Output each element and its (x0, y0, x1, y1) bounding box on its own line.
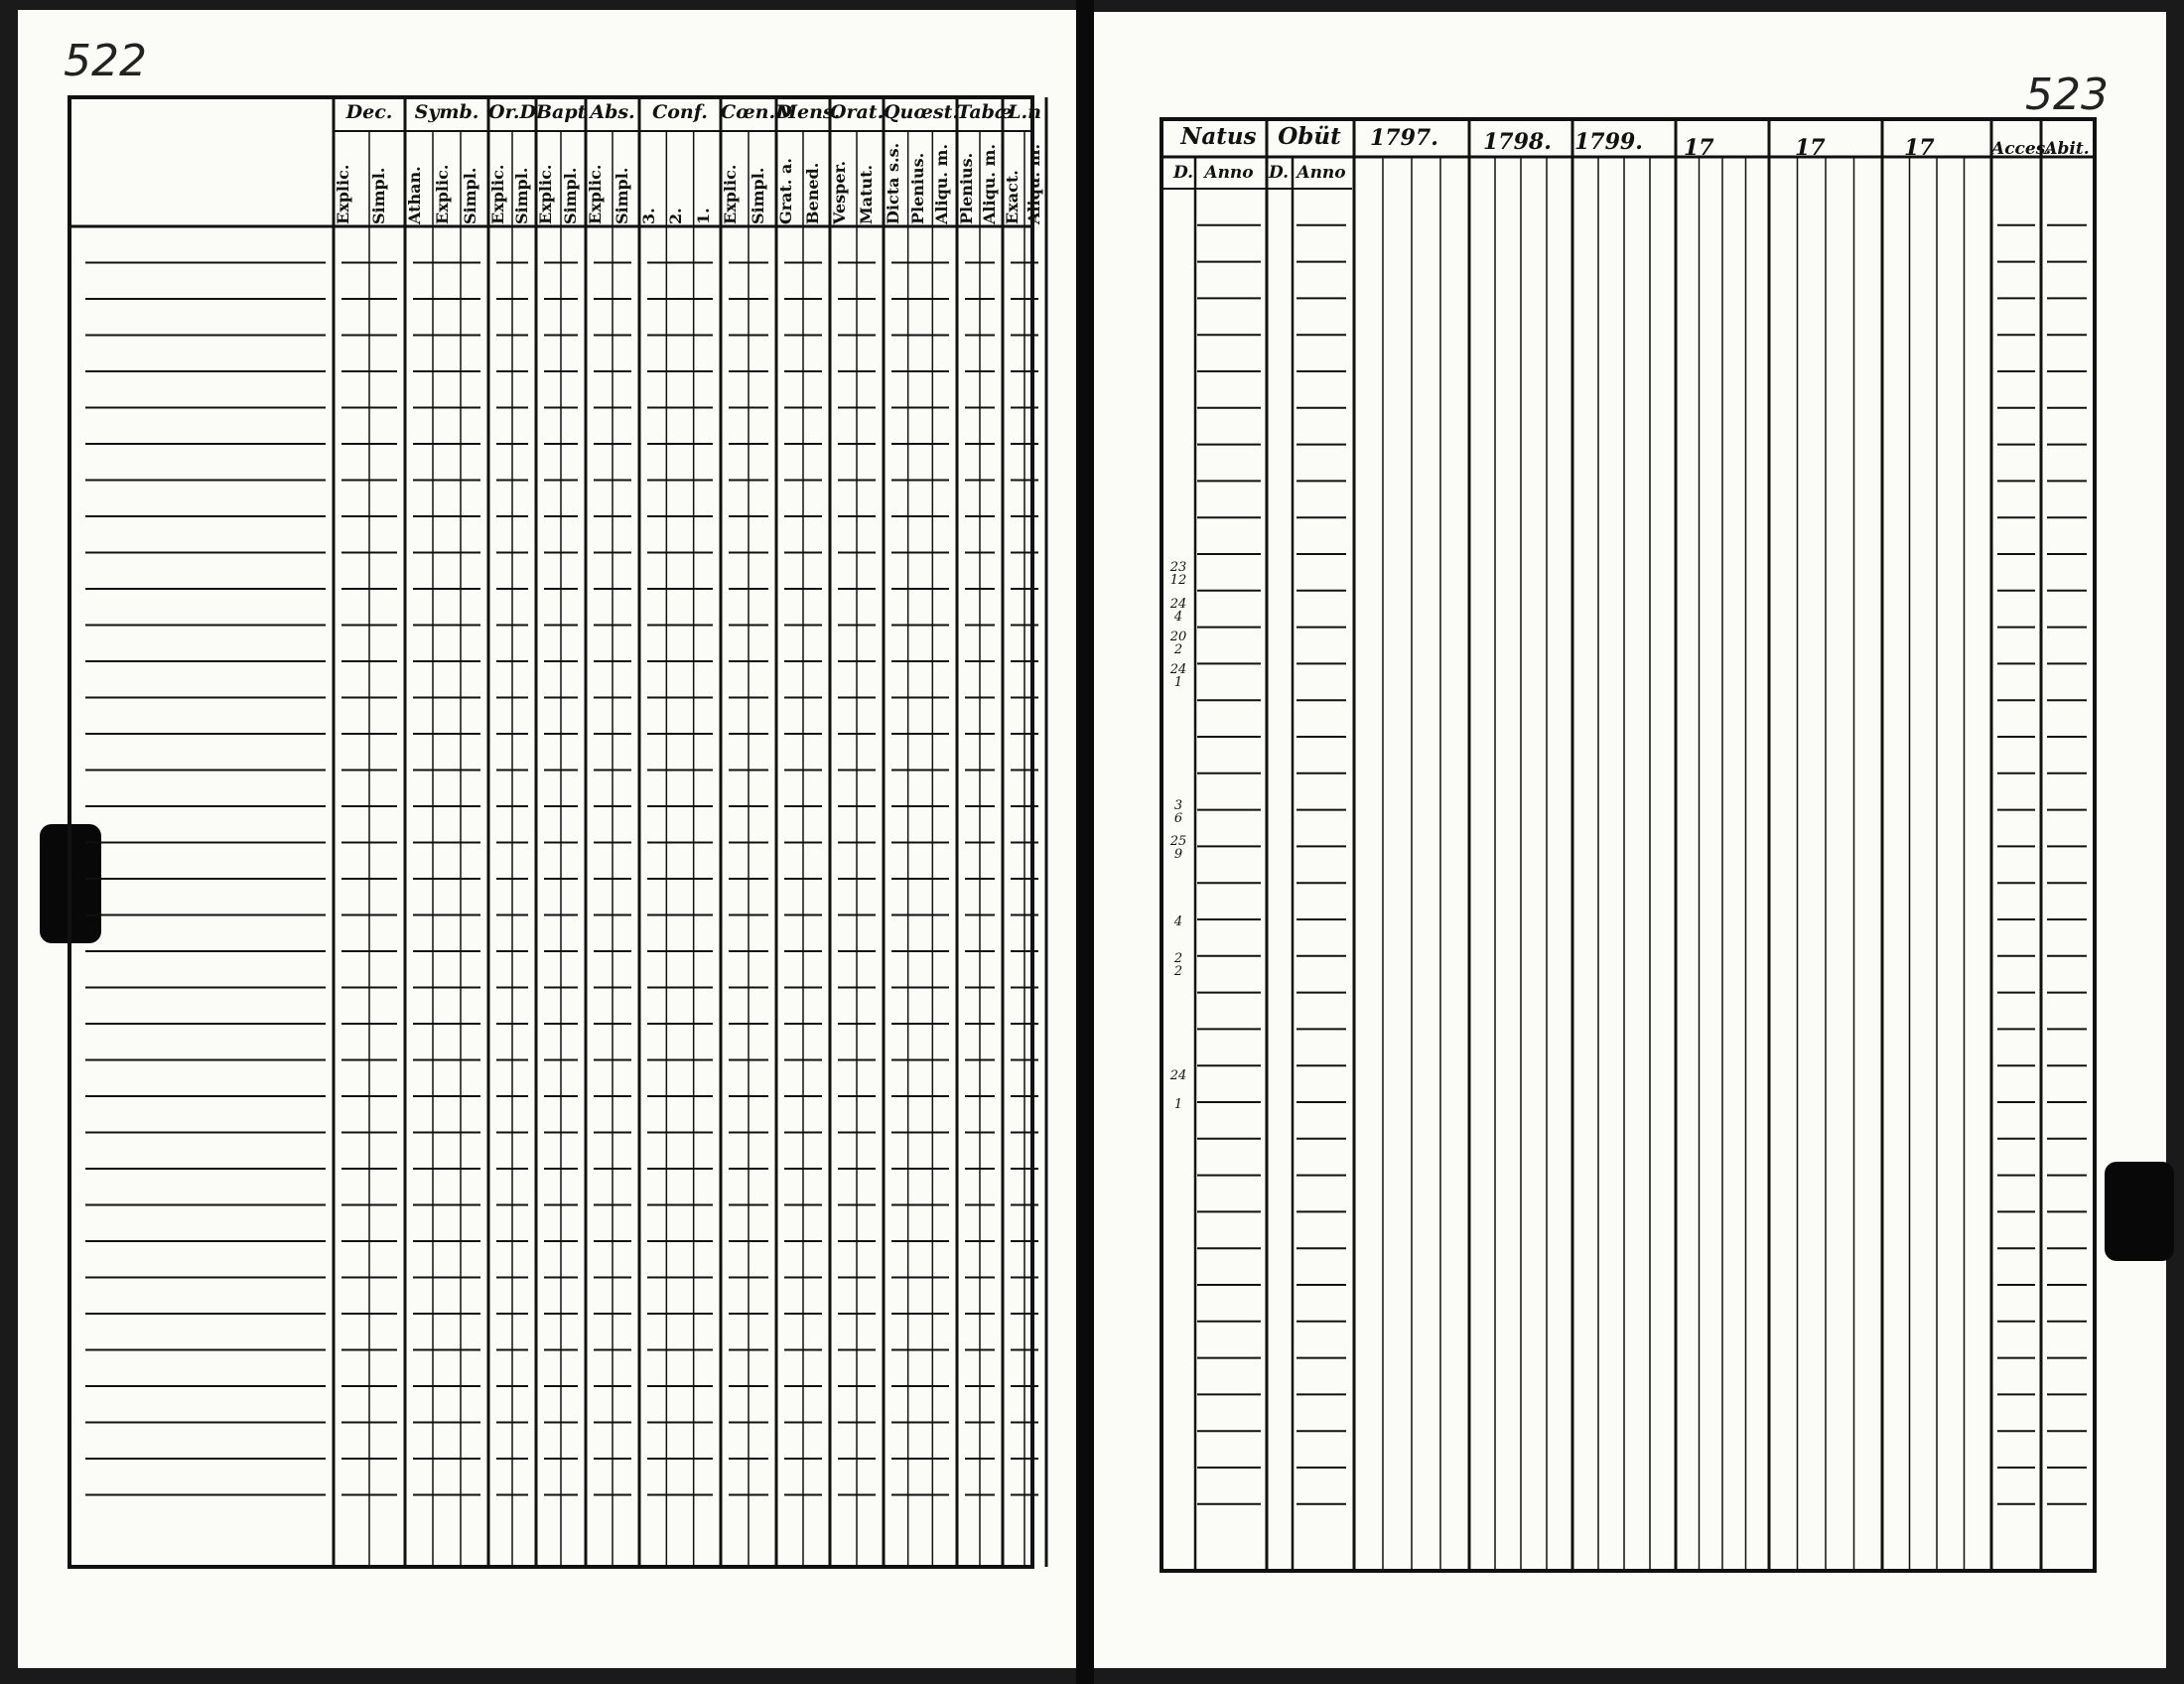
column-sub-header: Athan. (405, 166, 424, 224)
column-group-header: Dec. (345, 101, 393, 123)
year-header-6: 17 (1904, 135, 1935, 161)
year-header-1: 1797. (1370, 125, 1438, 151)
column-sub-header: Vesper. (830, 160, 849, 224)
column-sub-header: Explic. (433, 164, 452, 224)
column-sub-header: Simpl. (749, 167, 767, 224)
birth-day-note: 3 6 (1173, 797, 1183, 826)
birth-day-note: 25 9 (1169, 834, 1187, 863)
column-group-header: L.n (1008, 101, 1041, 123)
natus-anno-label: Anno (1204, 163, 1254, 183)
column-sub-header: Simpl. (512, 167, 531, 224)
column-sub-header: 1. (693, 208, 713, 224)
column-sub-header: Plenius. (907, 152, 927, 224)
column-sub-header: 3. (639, 208, 658, 224)
year-header-5: 17 (1795, 135, 1826, 161)
column-sub-header: Simpl. (369, 167, 388, 224)
year-header-3: 1799. (1574, 129, 1643, 155)
right-table-border (1161, 119, 2095, 1571)
column-group-header: Bapt (536, 101, 587, 123)
column-sub-header: Explic. (536, 164, 555, 224)
acces-header: Acces. (1991, 139, 2052, 159)
column-sub-header: Matut. (857, 164, 876, 224)
left-table-border (69, 97, 1032, 1567)
column-sub-header: Explic. (721, 164, 740, 224)
natus-d-label: D. (1172, 163, 1194, 183)
column-sub-header: Simpl. (613, 167, 631, 224)
column-group-header: Quœst. (884, 101, 959, 123)
column-group-header: Tabæ (957, 101, 1013, 123)
column-sub-header: Exact. (1003, 170, 1022, 224)
column-sub-header: 2. (666, 208, 686, 224)
year-header-2: 1798. (1483, 129, 1552, 155)
birth-day-note: 4 (1173, 914, 1183, 930)
column-group-header: Cœn.D (721, 101, 792, 123)
birth-day-note: 24 (1169, 1067, 1187, 1083)
natus-header: Natus (1180, 123, 1257, 150)
column-group-header: Symb. (414, 101, 479, 123)
obiit-anno-label: Anno (1297, 163, 1346, 183)
birth-day-note: 1 (1173, 1097, 1183, 1113)
column-sub-header: Explic. (488, 164, 507, 224)
year-header-4: 17 (1684, 135, 1714, 161)
column-group-header: Conf. (652, 101, 708, 123)
birth-day-note: 24 1 (1169, 662, 1187, 691)
birth-day-note: 20 2 (1169, 630, 1187, 658)
column-sub-header: Simpl. (561, 167, 580, 224)
birth-day-note: 2 2 (1173, 951, 1183, 980)
column-sub-header: Dicta s.s. (884, 142, 902, 224)
right-page-number: 523 (2025, 70, 2109, 120)
column-sub-header: Aliqu. m. (932, 143, 952, 224)
column-sub-header: Plenius. (957, 152, 976, 224)
abit-header: Abit. (2044, 139, 2090, 159)
column-group-header: Abs. (590, 101, 635, 123)
birth-day-note: 23 12 (1169, 560, 1187, 589)
column-sub-header: Simpl. (461, 167, 479, 224)
column-sub-header: Aliqu. m. (1024, 143, 1043, 224)
obiit-d-label: D. (1268, 163, 1290, 183)
column-sub-header: Grat. a. (776, 158, 795, 224)
column-sub-header: Bened. (803, 162, 822, 224)
column-sub-header: Explic. (586, 164, 605, 224)
column-sub-header: Aliqu. m. (980, 143, 999, 224)
column-group-header: Mens. (776, 101, 841, 123)
obiit-header: Obüt (1278, 123, 1341, 150)
column-group-header: Orat. (830, 101, 885, 123)
column-group-header: Or.D (488, 101, 536, 123)
column-sub-header: Explic. (334, 164, 352, 224)
left-page-number: 522 (64, 36, 147, 86)
birth-day-note: 24 4 (1169, 597, 1187, 626)
